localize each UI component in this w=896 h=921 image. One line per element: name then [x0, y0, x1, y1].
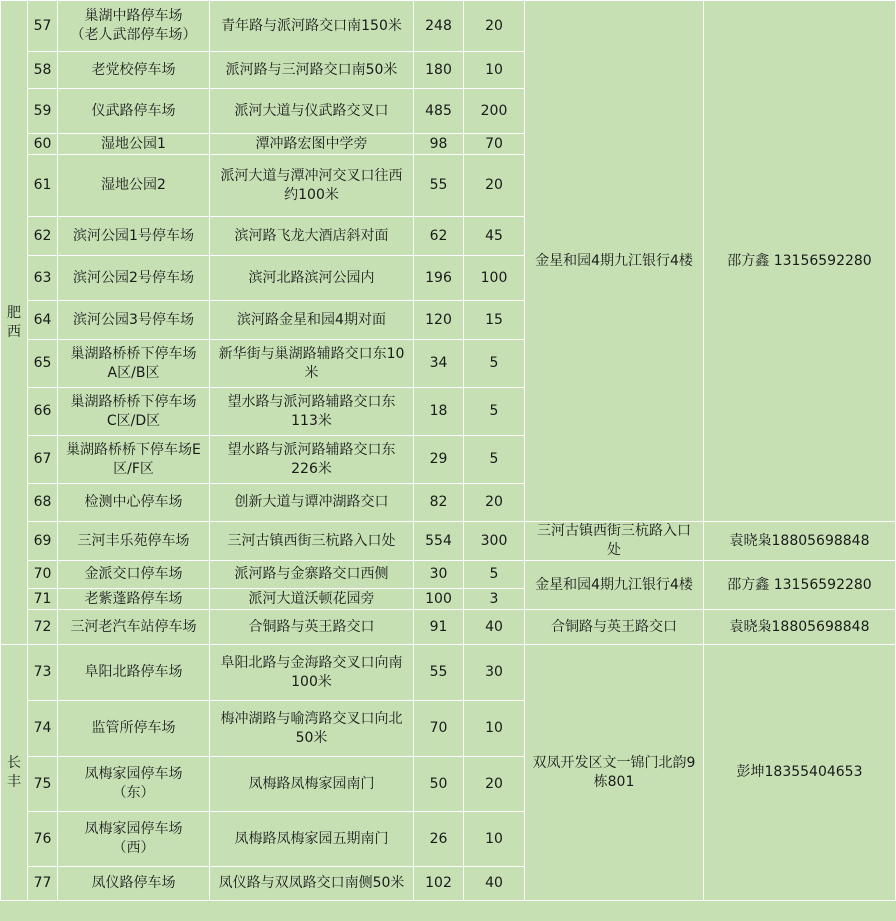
lot-address-line: 青年路与派河路交口南150米: [221, 17, 402, 34]
lot-name: [58, 645, 210, 701]
lot-name-line: 检测中心停车场: [84, 494, 183, 510]
lot-name-line: 三河老汽车站停车场: [70, 618, 197, 635]
table-row: [1, 610, 896, 645]
lot-name-line: （东）: [112, 785, 155, 801]
lot-name: [58, 867, 210, 901]
lot-name-line: 凤梅家园停车场: [84, 821, 183, 837]
lot-name-line: C区/D区: [106, 412, 161, 429]
lot-name-line: 监管所停车场: [91, 720, 176, 736]
lot-name: [58, 701, 210, 757]
contact-person: 邵方鑫 13156592280: [704, 561, 896, 610]
lot-address: [210, 52, 414, 89]
lot-address-line: 三河古镇西街三杭路入口处: [227, 532, 396, 549]
total-spaces: 34: [414, 340, 464, 388]
lot-name: [58, 52, 210, 89]
row-number: 61: [28, 155, 58, 217]
management-office-line: 金星和园4期九江银行4楼: [535, 252, 693, 269]
open-spaces: 10: [464, 812, 525, 867]
lot-name: [58, 610, 210, 645]
lot-address-line: 阜阳北路与金海路交叉口向南: [220, 654, 403, 671]
contact-person: 袁晓枭18805698848: [704, 610, 896, 645]
row-number: 68: [28, 484, 58, 522]
lot-name-line: 凤梅家园停车场: [84, 766, 183, 782]
table-row: [1, 645, 896, 701]
row-number: 71: [28, 589, 58, 610]
lot-name: [58, 561, 210, 589]
management-office-line: 三河古镇西街三杭路入口: [537, 523, 691, 539]
row-number: 75: [28, 757, 58, 812]
open-spaces: 300: [464, 522, 525, 561]
lot-address-line: 新华街与巢湖路辅路交口东10: [218, 345, 405, 362]
row-number: 77: [28, 867, 58, 901]
lot-name-line: 巢湖路桥桥下停车场: [70, 393, 197, 410]
lot-name-line: 区/F区: [113, 460, 154, 477]
management-office-line: 合铜路与英王路交口: [551, 618, 677, 635]
lot-address: [210, 301, 414, 340]
lot-address: [210, 484, 414, 522]
open-spaces: 40: [464, 610, 525, 645]
row-number: 70: [28, 561, 58, 589]
open-spaces: 20: [464, 155, 525, 217]
region-label: 西: [7, 323, 21, 340]
total-spaces: 30: [414, 561, 464, 589]
total-spaces: 29: [414, 436, 464, 484]
row-number: 67: [28, 436, 58, 484]
open-spaces: 20: [464, 1, 525, 52]
total-spaces: 196: [414, 256, 464, 301]
lot-address-line: 合铜路与英王路交口: [248, 618, 375, 635]
open-spaces: 30: [464, 645, 525, 701]
lot-name-line: （西）: [112, 840, 155, 856]
lot-address-line: 创新大道与谭冲湖路交口: [234, 494, 389, 510]
open-spaces: 5: [464, 436, 525, 484]
lot-address-line: 226米: [291, 460, 332, 477]
row-number: 57: [28, 1, 58, 52]
open-spaces: 200: [464, 89, 525, 134]
management-office-line: 栋801: [593, 773, 635, 790]
lot-name: [58, 340, 210, 388]
lot-address: [210, 388, 414, 436]
table-row: [1, 1, 896, 52]
open-spaces: 3: [464, 589, 525, 610]
lot-address-line: 派河路与金寨路交口西侧: [234, 566, 389, 582]
lot-address-line: 113米: [291, 412, 332, 429]
open-spaces: 10: [464, 701, 525, 757]
lot-name-line: A区/B区: [107, 364, 160, 381]
open-spaces: 10: [464, 52, 525, 89]
management-office-line: 金星和园4期九江银行4楼: [535, 576, 693, 593]
lot-address: [210, 701, 414, 757]
contact-person: 邵方鑫 13156592280: [704, 1, 896, 522]
lot-address-line: 50米: [295, 729, 328, 746]
lot-address: [210, 589, 414, 610]
lot-name: [58, 89, 210, 134]
lot-name-line: 仪武路停车场: [91, 102, 176, 119]
row-number: 59: [28, 89, 58, 134]
row-number: 65: [28, 340, 58, 388]
lot-name-line: 金派交口停车场: [84, 566, 183, 582]
lot-address-line: 望水路与派河路辅路交口东: [227, 393, 396, 410]
lot-name: [58, 757, 210, 812]
total-spaces: 50: [414, 757, 464, 812]
total-spaces: 554: [414, 522, 464, 561]
lot-address-line: 派河大道与仪武路交叉口: [234, 102, 389, 119]
row-number: 69: [28, 522, 58, 561]
total-spaces: 248: [414, 1, 464, 52]
region-label: 长丰: [7, 754, 21, 790]
lot-name: [58, 1, 210, 52]
total-spaces: 91: [414, 610, 464, 645]
lot-address-line: 派河路与三河路交口南50米: [225, 61, 398, 78]
open-spaces: 20: [464, 757, 525, 812]
lot-address-line: 凤梅路凤梅家园南门: [248, 775, 375, 792]
lot-name-line: （老人武部停车场）: [70, 27, 197, 43]
lot-address-line: 滨河北路滨河公园内: [248, 269, 375, 286]
lot-address: [210, 89, 414, 134]
total-spaces: 55: [414, 155, 464, 217]
row-number: 60: [28, 134, 58, 155]
lot-address: [210, 134, 414, 155]
open-spaces: 40: [464, 867, 525, 901]
lot-name: [58, 589, 210, 610]
row-number: 64: [28, 301, 58, 340]
lot-address: [210, 561, 414, 589]
open-spaces: 70: [464, 134, 525, 155]
row-number: 74: [28, 701, 58, 757]
row-number: 66: [28, 388, 58, 436]
region-cell: [1, 1, 28, 645]
table-row: [1, 522, 896, 561]
lot-name: [58, 134, 210, 155]
lot-address: [210, 340, 414, 388]
management-office: [525, 522, 704, 561]
lot-name-line: 巢湖路桥桥下停车场E: [66, 441, 201, 458]
row-number: 76: [28, 812, 58, 867]
management-office-line: 处: [607, 542, 621, 558]
contact-person: 彭坤18355404653: [704, 645, 896, 901]
total-spaces: 100: [414, 589, 464, 610]
lot-name: [58, 436, 210, 484]
lot-address-line: 滨河路金星和园4期对面: [237, 311, 386, 328]
open-spaces: 45: [464, 217, 525, 256]
total-spaces: 70: [414, 701, 464, 757]
total-spaces: 180: [414, 52, 464, 89]
row-number: 73: [28, 645, 58, 701]
lot-name: [58, 522, 210, 561]
lot-address: [210, 812, 414, 867]
lot-name-line: 凤仪路停车场: [91, 875, 176, 891]
management-office: [525, 1, 704, 522]
total-spaces: 102: [414, 867, 464, 901]
open-spaces: 5: [464, 340, 525, 388]
lot-name-line: 老党校停车场: [91, 61, 176, 78]
management-office: [525, 610, 704, 645]
lot-address: [210, 217, 414, 256]
lot-name-line: 巢湖路桥桥下停车场: [70, 345, 197, 362]
row-number: 63: [28, 256, 58, 301]
open-spaces: 100: [464, 256, 525, 301]
region-label: 肥: [7, 304, 21, 321]
lot-address: [210, 610, 414, 645]
lot-name-line: 滨河公园3号停车场: [73, 311, 194, 328]
total-spaces: 55: [414, 645, 464, 701]
total-spaces: 82: [414, 484, 464, 522]
lot-address-line: 派河大道与潭冲河交叉口往西: [220, 167, 403, 184]
lot-name-line: 三河丰乐苑停车场: [77, 532, 190, 549]
lot-name-line: 阜阳北路停车场: [84, 664, 183, 680]
lot-name: [58, 256, 210, 301]
lot-name: [58, 484, 210, 522]
row-number: 58: [28, 52, 58, 89]
lot-address: [210, 155, 414, 217]
lot-address-line: 100米: [291, 673, 332, 690]
lot-address: [210, 1, 414, 52]
lot-address-line: 凤仪路与双凤路交口南侧50米: [218, 875, 405, 891]
lot-address-line: 滨河路飞龙大酒店斜对面: [234, 227, 389, 244]
lot-address-line: 潭冲路宏图中学旁: [255, 135, 368, 152]
lot-address: [210, 256, 414, 301]
lot-address: [210, 645, 414, 701]
management-office: [525, 645, 704, 901]
lot-name-line: 滨河公园2号停车场: [73, 269, 194, 286]
row-number: 72: [28, 610, 58, 645]
lot-address: [210, 757, 414, 812]
lot-address-line: 梅冲湖路与喻湾路交叉口向北: [220, 710, 403, 727]
lot-address: [210, 436, 414, 484]
lot-address-line: 凤梅路凤梅家园五期南门: [234, 830, 389, 847]
lot-name-line: 老紫蓬路停车场: [84, 590, 183, 607]
total-spaces: 485: [414, 89, 464, 134]
management-office: [525, 561, 704, 610]
lot-name-line: 湿地公园1: [101, 135, 166, 152]
open-spaces: 15: [464, 301, 525, 340]
total-spaces: 26: [414, 812, 464, 867]
total-spaces: 62: [414, 217, 464, 256]
lot-name-line: 滨河公园1号停车场: [73, 227, 194, 244]
total-spaces: 98: [414, 134, 464, 155]
open-spaces: 20: [464, 484, 525, 522]
total-spaces: 18: [414, 388, 464, 436]
lot-name-line: 巢湖中路停车场: [84, 8, 183, 24]
row-number: 62: [28, 217, 58, 256]
lot-address: [210, 522, 414, 561]
region-cell: [1, 645, 28, 901]
lot-address-line: 米: [304, 364, 319, 381]
management-office-line: 双凤开发区文一锦门北韵9: [532, 754, 696, 771]
lot-name: [58, 301, 210, 340]
lot-address-line: 约100米: [284, 186, 339, 203]
lot-address-line: 望水路与派河路辅路交口东: [227, 441, 396, 458]
open-spaces: 5: [464, 388, 525, 436]
lot-address: [210, 867, 414, 901]
lot-name-line: 湿地公园2: [101, 177, 166, 193]
lot-name: [58, 388, 210, 436]
open-spaces: 5: [464, 561, 525, 589]
total-spaces: 120: [414, 301, 464, 340]
table-row: [1, 561, 896, 589]
lot-name: [58, 155, 210, 217]
lot-name: [58, 812, 210, 867]
lot-address-line: 派河大道沃顿花园旁: [248, 590, 375, 607]
contact-person: 袁晓枭18805698848: [704, 522, 896, 561]
lot-name: [58, 217, 210, 256]
